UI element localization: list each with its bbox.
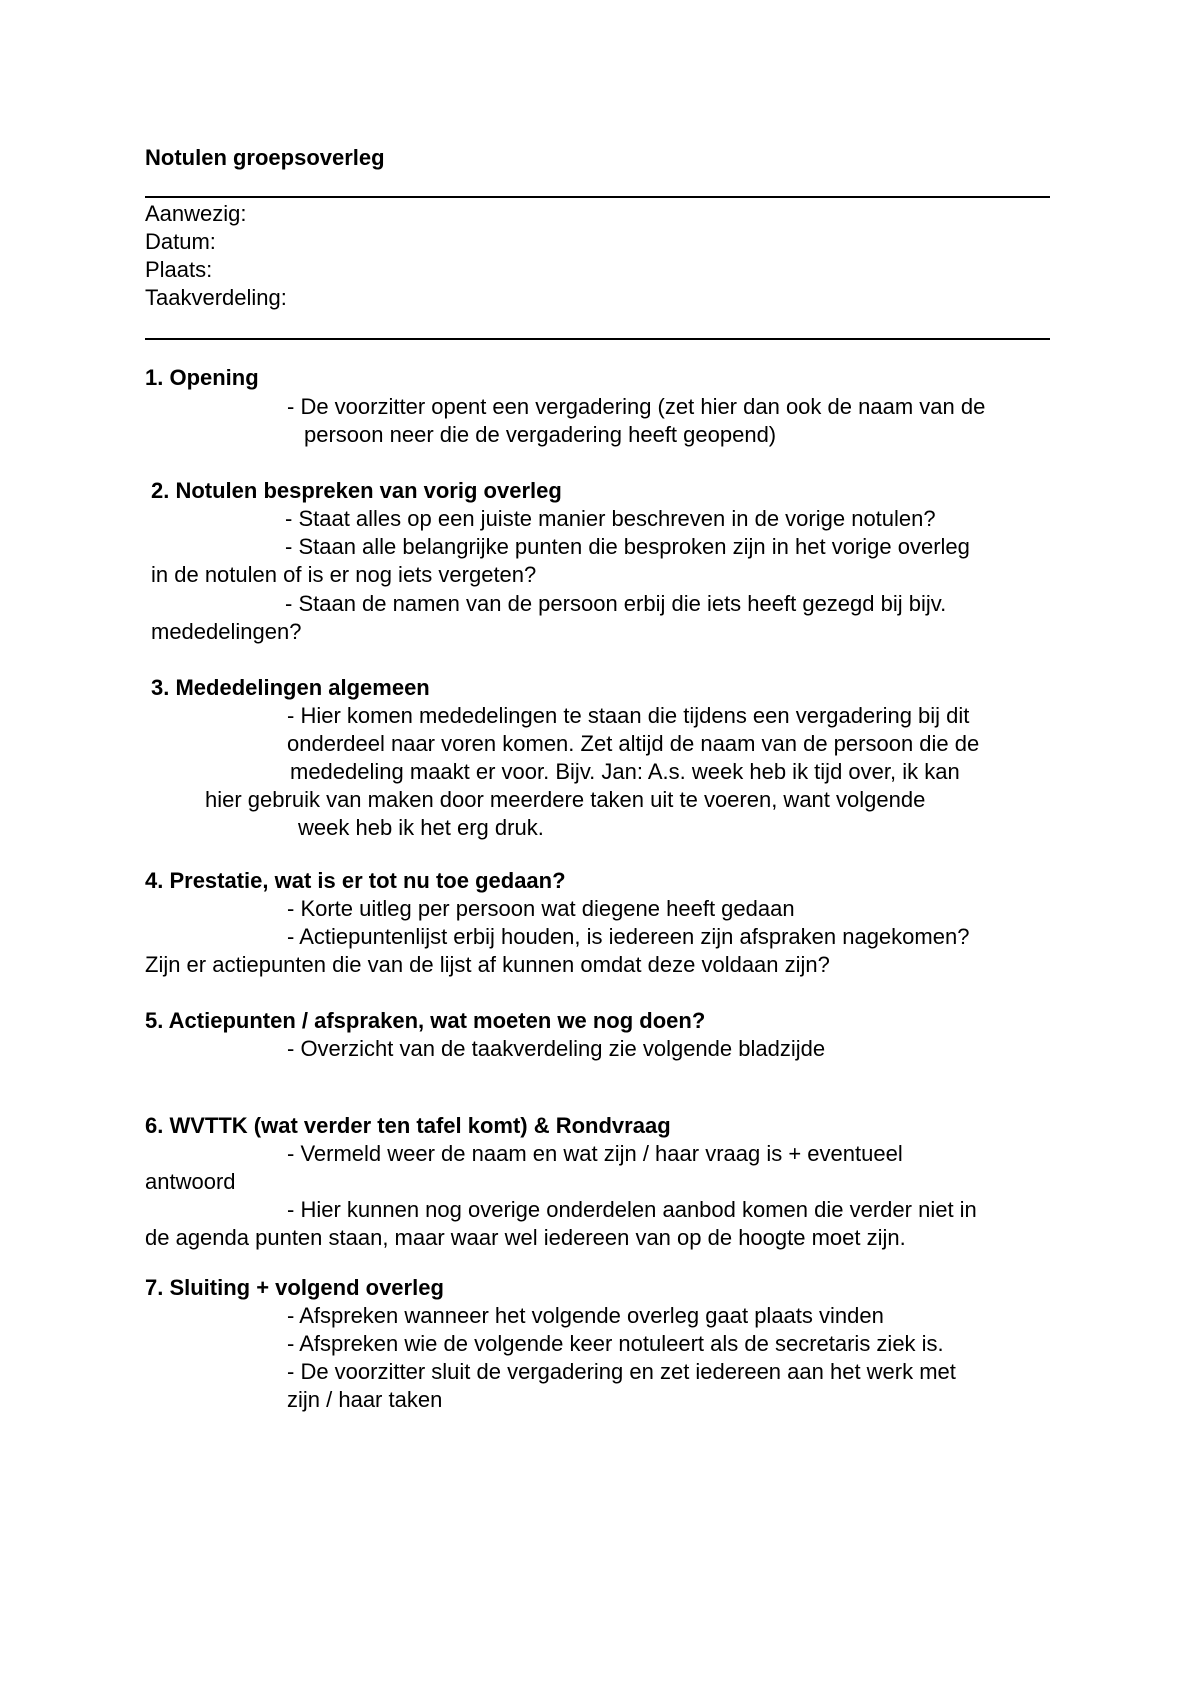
- section-heading-actiepunten: 5. Actiepunten / afspraken, wat moeten we nog doen?: [145, 1008, 706, 1033]
- section-line: de agenda punten staan, maar waar wel iedereen van op de hoogte moet zijn.: [145, 1225, 906, 1250]
- section-line: mededelingen?: [151, 619, 302, 644]
- separator-bottom: [145, 338, 1050, 340]
- section-line: in de notulen of is er nog iets vergeten?: [151, 562, 537, 587]
- section-heading-notulen: 2. Notulen bespreken van vorig overleg: [151, 478, 562, 503]
- section-line: - De voorzitter opent een vergadering (zet hier dan ook de naam van de: [287, 394, 986, 419]
- section-line: - Korte uitleg per persoon wat diegene heeft gedaan: [287, 896, 795, 921]
- section-line: - Hier komen mededelingen te staan die tijdens een vergadering bij dit: [287, 703, 970, 728]
- section-line: onderdeel naar voren komen. Zet altijd de naam van de persoon die de: [287, 731, 980, 756]
- section-heading-opening: 1. Opening: [145, 365, 259, 390]
- section-heading-wvttk: 6. WVTTK (wat verder ten tafel komt) & Rondvraag: [145, 1113, 671, 1138]
- section-line: - Staan alle belangrijke punten die besproken zijn in het vorige overleg: [285, 534, 970, 559]
- section-line: - Actiepuntenlijst erbij houden, is iedereen zijn afspraken nagekomen?: [287, 924, 970, 949]
- document-title: Notulen groepsoverleg: [145, 145, 385, 170]
- section-line: - De voorzitter sluit de vergadering en zet iedereen aan het werk met: [287, 1359, 956, 1384]
- section-heading-mededelingen: 3. Mededelingen algemeen: [151, 675, 430, 700]
- field-datum: Datum:: [145, 229, 216, 254]
- section-line: - Hier kunnen nog overige onderdelen aanbod komen die verder niet in: [287, 1197, 977, 1222]
- section-heading-sluiting: 7. Sluiting + volgend overleg: [145, 1275, 444, 1300]
- field-taakverdeling: Taakverdeling:: [145, 285, 287, 310]
- section-line: Zijn er actiepunten die van de lijst af kunnen omdat deze voldaan zijn?: [145, 952, 830, 977]
- separator-top: [145, 196, 1050, 198]
- section-line: mededeling maakt er voor. Bijv. Jan: A.s. week heb ik tijd over, ik kan: [290, 759, 960, 784]
- section-heading-prestatie: 4. Prestatie, wat is er tot nu toe gedaan?: [145, 868, 566, 893]
- section-line: - Afspreken wanneer het volgende overleg gaat plaats vinden: [287, 1303, 884, 1328]
- section-line: - Overzicht van de taakverdeling zie volgende bladzijde: [287, 1036, 826, 1061]
- section-line: week heb ik het erg druk.: [298, 815, 544, 840]
- section-line: antwoord: [145, 1169, 236, 1194]
- section-line: hier gebruik van maken door meerdere taken uit te voeren, want volgende: [205, 787, 926, 812]
- section-line: - Afspreken wie de volgende keer notuleert als de secretaris ziek is.: [287, 1331, 944, 1356]
- field-aanwezig: Aanwezig:: [145, 201, 247, 226]
- section-line: - Vermeld weer de naam en wat zijn / haar vraag is + eventueel: [287, 1141, 903, 1166]
- section-line: - Staan de namen van de persoon erbij die iets heeft gezegd bij bijv.: [285, 591, 947, 616]
- section-line: - Staat alles op een juiste manier beschreven in de vorige notulen?: [285, 506, 936, 531]
- field-plaats: Plaats:: [145, 257, 213, 282]
- section-line: zijn / haar taken: [287, 1387, 443, 1412]
- section-line: persoon neer die de vergadering heeft geopend): [304, 422, 777, 447]
